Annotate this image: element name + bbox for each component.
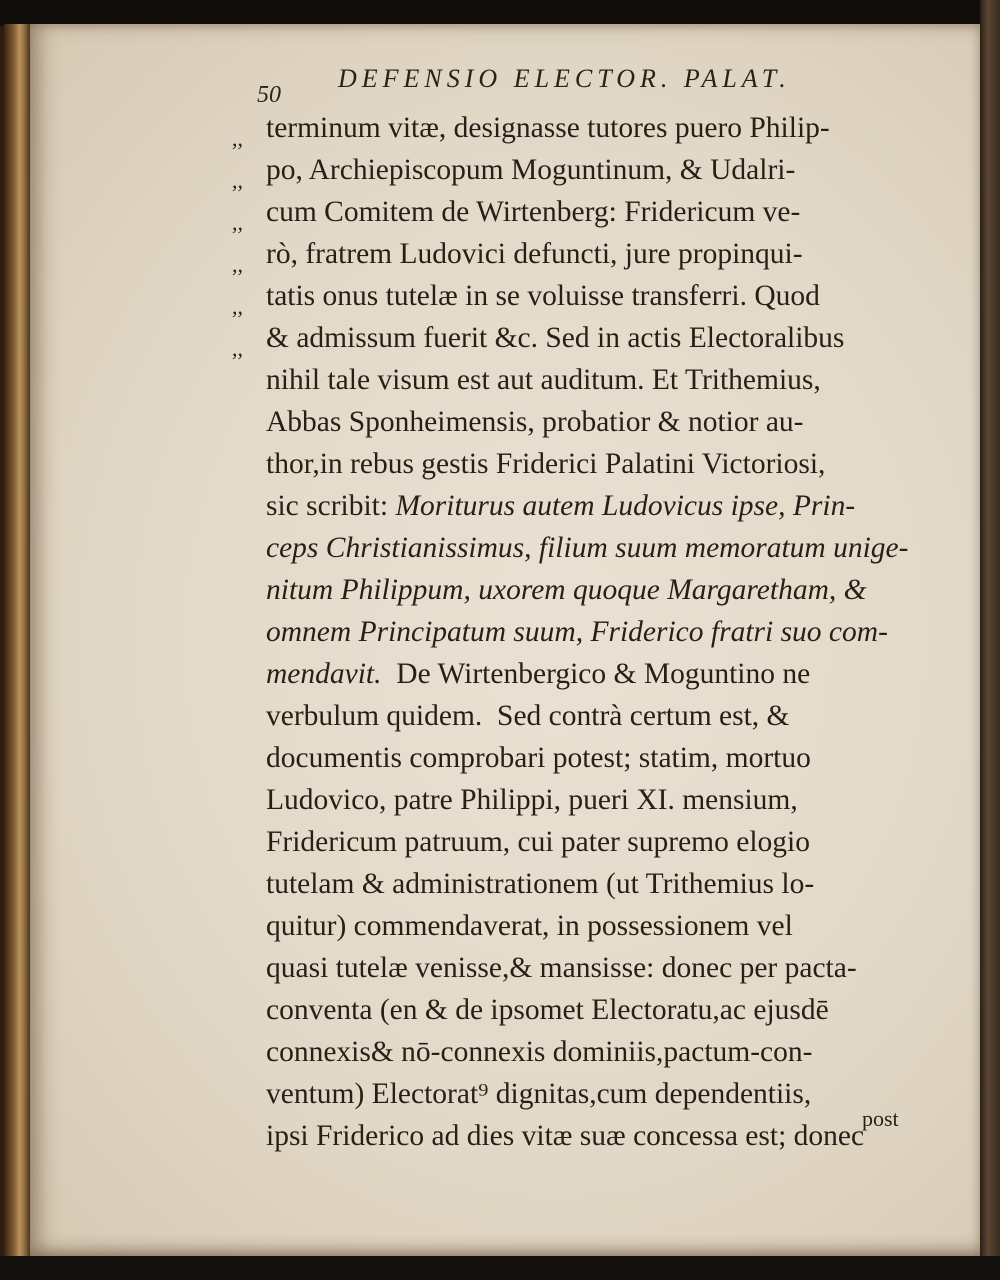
quotation-mark: ,, <box>232 294 243 319</box>
text-line: connexis& nō-connexis dominiis,pactum-con- <box>266 1036 813 1068</box>
quoted-text-line: omnem Principatum suum, Friderico fratri suo com- <box>266 616 888 648</box>
text-line: po, Archiepiscopum Moguntinum, & Udalri- <box>266 154 796 186</box>
text-line: documentis comprobari potest; statim, mortuo <box>266 742 811 774</box>
text-line: conventa (en & de ipsomet Electoratu,ac ejusdē <box>266 994 829 1026</box>
quotation-mark: ,, <box>232 126 243 151</box>
text-line: Abbas Sponheimensis, probatior & notior au- <box>266 406 804 438</box>
quotation-mark: ,, <box>232 168 243 193</box>
text-line: verbulum quidem. Sed contrà certum est, & <box>266 700 790 732</box>
text-line: terminum vitæ, designasse tutores puero Philip- <box>266 112 830 144</box>
text-line: tatis onus tutelæ in se voluisse transferri. Quod <box>266 280 820 312</box>
text-line: ventum) Electorat⁹ dignitas,cum dependentiis, <box>266 1078 812 1110</box>
page-block-edge <box>980 0 1000 1280</box>
text-line: Ludovico, patre Philippi, pueri XI. mensium, <box>266 784 798 816</box>
text-line: Fridericum patruum, cui pater supremo elogio <box>266 826 810 858</box>
scan-bottom-border <box>0 1256 1000 1280</box>
quoted-text-line: ceps Christianissimus, filium suum memoratum unige- <box>266 532 909 564</box>
quoted-text-line: nitum Philippum, uxorem quoque Margaretham, & <box>266 574 867 606</box>
quoted-text-segment: Moriturus autem Ludovicus ipse, Prin- <box>395 490 856 522</box>
text-line <box>266 492 855 522</box>
quotation-mark: ,, <box>232 336 243 361</box>
page-number: 50 <box>257 82 281 108</box>
text-line <box>266 660 810 690</box>
text-line: tutelam & administrationem (ut Trithemius lo- <box>266 868 815 900</box>
text-line: cum Comitem de Wirtenberg: Fridericum ve- <box>266 196 801 228</box>
text-line: quitur) commendaverat, in possessionem vel <box>266 910 793 942</box>
text-segment: sic scribit: <box>266 490 396 522</box>
text-line: nihil tale visum est aut auditum. Et Trithemius, <box>266 364 821 396</box>
text-line: quasi tutelæ venisse,& mansisse: donec per pacta- <box>266 952 857 984</box>
quotation-mark: ,, <box>232 252 243 277</box>
text-segment: De Wirtenbergico & Moguntino ne <box>381 658 811 690</box>
text-line: & admissum fuerit &c. Sed in actis Electoralibus <box>266 322 845 354</box>
text-line: ipsi Friderico ad dies vitæ suæ concessa est; donec <box>266 1120 865 1152</box>
quoted-text-segment: mendavit. <box>266 658 382 690</box>
text-line: rò, fratrem Ludovici defuncti, jure propinqui- <box>266 238 803 270</box>
quotation-mark: ,, <box>232 210 243 235</box>
running-head: DEFENSIO ELECTOR. PALAT. <box>338 64 791 93</box>
text-line: thor,in rebus gestis Friderici Palatini Victoriosi, <box>266 448 826 480</box>
book-spine-edge <box>4 24 30 1256</box>
catchword: post <box>862 1106 899 1131</box>
scan-top-border <box>0 0 1000 26</box>
